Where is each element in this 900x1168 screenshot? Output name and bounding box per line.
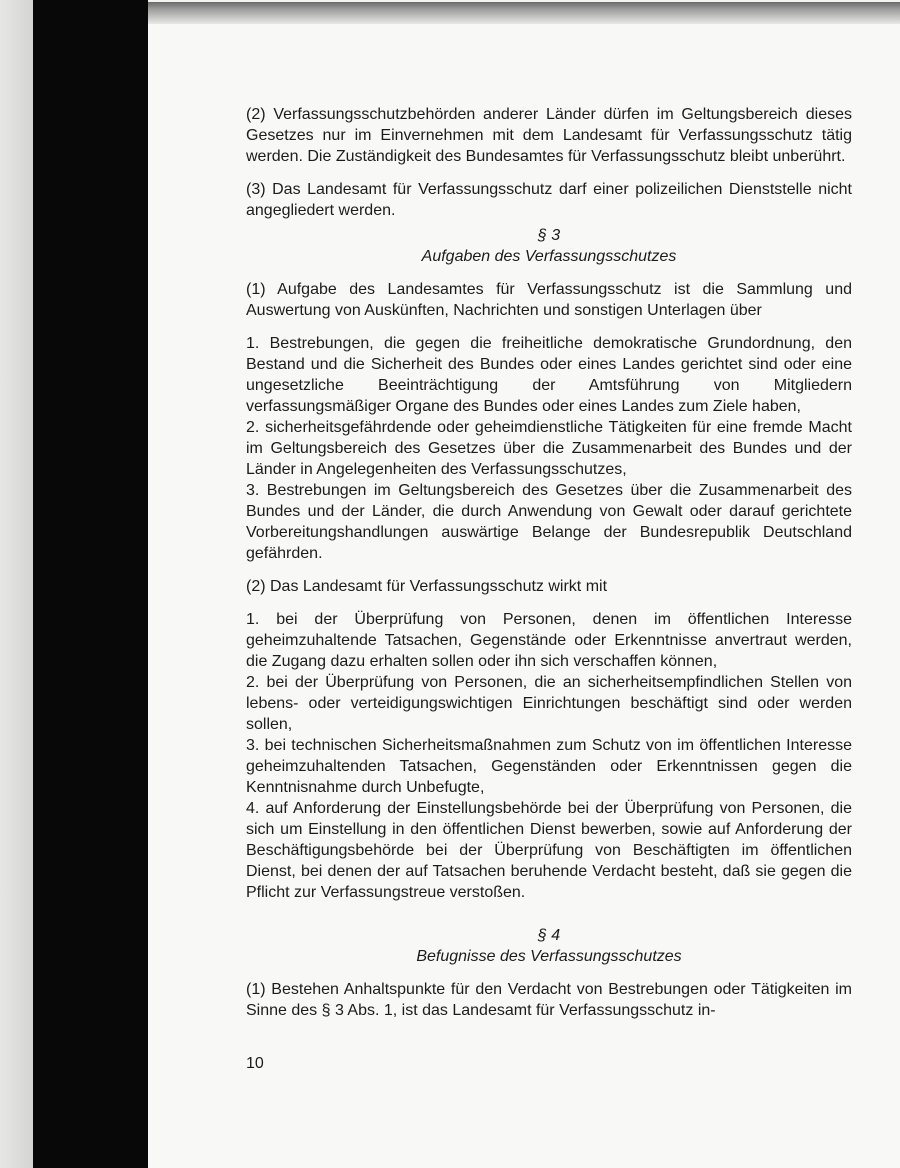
- section-3-list1-item-3: 3. Bestrebungen im Geltungsbereich des Gesetzes über die Zusammenarbeit des Bundes und der Länder, die durch Anwendung von Gewalt oder darauf gerichtete Vorbereitungshandlungen auswärtige Belange der Bundesrepublik Deutschland gefährden.: [246, 482, 852, 562]
- section-4-number: § 4: [537, 927, 561, 944]
- paragraph-3-angliederung: (3) Das Landesamt für Verfassungsschutz darf einer polizeilichen Dienststelle nicht angegliedert werden.: [246, 181, 852, 219]
- section-3-number: § 3: [537, 227, 561, 244]
- section-3-list2-item-4: 4. auf Anforderung der Einstellungsbehörde bei der Überprüfung von Personen, die sich um Einstellung in den öffentlichen Dienst bewerben, sowie auf Anforderung der Beschäftigungsbehörde bei der Überprüfung von Beschäftigten im öffentlichen Dienst, bei denen der auf Tatsachen beruhende Verdacht besteht, daß sie gegen die Pflicht zur Verfassungstreue verstoßen.: [246, 800, 852, 901]
- scan-margin: [0, 0, 33, 1168]
- book-binding-shadow: [33, 0, 148, 1168]
- section-3-list1-item-2: 2. sicherheitsgefährdende oder geheimdienstliche Tätigkeiten für eine fremde Macht im Geltungsbereich des Gesetzes über die Zusammenarbeit des Bundes und der Länder in Angelegenheiten des Verfassungsschutzes,: [246, 419, 852, 478]
- page-number: 10: [246, 1055, 264, 1072]
- section-3-list2-item-2: 2. bei der Überprüfung von Personen, die an sicherheitsempfindlichen Stellen von lebens- oder verteidigungswichtigen Einrichtungen beschäftigt sind oder werden sollen,: [246, 674, 852, 733]
- section-4-heading: [246, 925, 852, 967]
- section-3-list1-item-1: 1. Bestrebungen, die gegen die freiheitliche demokratische Grundordnung, den Bestand und die Sicherheit des Bundes oder eines Landes gerichtet sind oder eine ungesetzliche Beeinträchtigung der Amtsführung von Mitgliedern verfassungsmäßiger Organe des Bundes oder eines Landes zum Ziele haben,: [246, 335, 852, 415]
- section-3-list2-item-1: 1. bei der Überprüfung von Personen, denen im öffentlichen Interesse geheimzuhaltende Tatsachen, Gegenstände oder Erkenntnisse anvertraut werden, die Zugang dazu erhalten sollen oder ihn sich verschaffen können,: [246, 611, 852, 670]
- section-3-list2-item-3: 3. bei technischen Sicherheitsmaßnahmen zum Schutz von im öffentlichen Interesse geheimzuhaltenden Tatsachen, Gegenständen oder Erkenntnissen gegen die Kenntnisnahme durch Unbefugte,: [246, 737, 852, 796]
- section-4-title: Befugnisse des Verfassungsschutzes: [416, 948, 682, 965]
- section-3-paragraph-2: (2) Das Landesamt für Verfassungsschutz wirkt mit: [246, 578, 608, 595]
- section-3-title: Aufgaben des Verfassungsschutzes: [421, 248, 677, 265]
- section-3-heading: [246, 225, 852, 267]
- section-4-intro: (1) Bestehen Anhaltspunkte für den Verdacht von Bestrebungen oder Tätigkeiten im Sinne des § 3 Abs. 1, ist das Landesamt für Verfassungsschutz in-: [246, 981, 852, 1019]
- section-3-intro: (1) Aufgabe des Landesamtes für Verfassungsschutz ist die Sammlung und Auswertung von Auskünften, Nachrichten und sonstigen Unterlagen über: [246, 281, 852, 319]
- page-body: [246, 104, 852, 1021]
- page-top-edge: [148, 2, 900, 24]
- paragraph-2-verfassungsschutzbehoerden: (2) Verfassungsschutzbehörden anderer Länder dürfen im Geltungsbereich dieses Gesetzes nur im Einvernehmen mit dem Landesamt für Verfassungsschutz tätig werden. Die Zuständigkeit des Bundesamtes für Verfassungsschutz bleibt unberührt.: [246, 106, 852, 165]
